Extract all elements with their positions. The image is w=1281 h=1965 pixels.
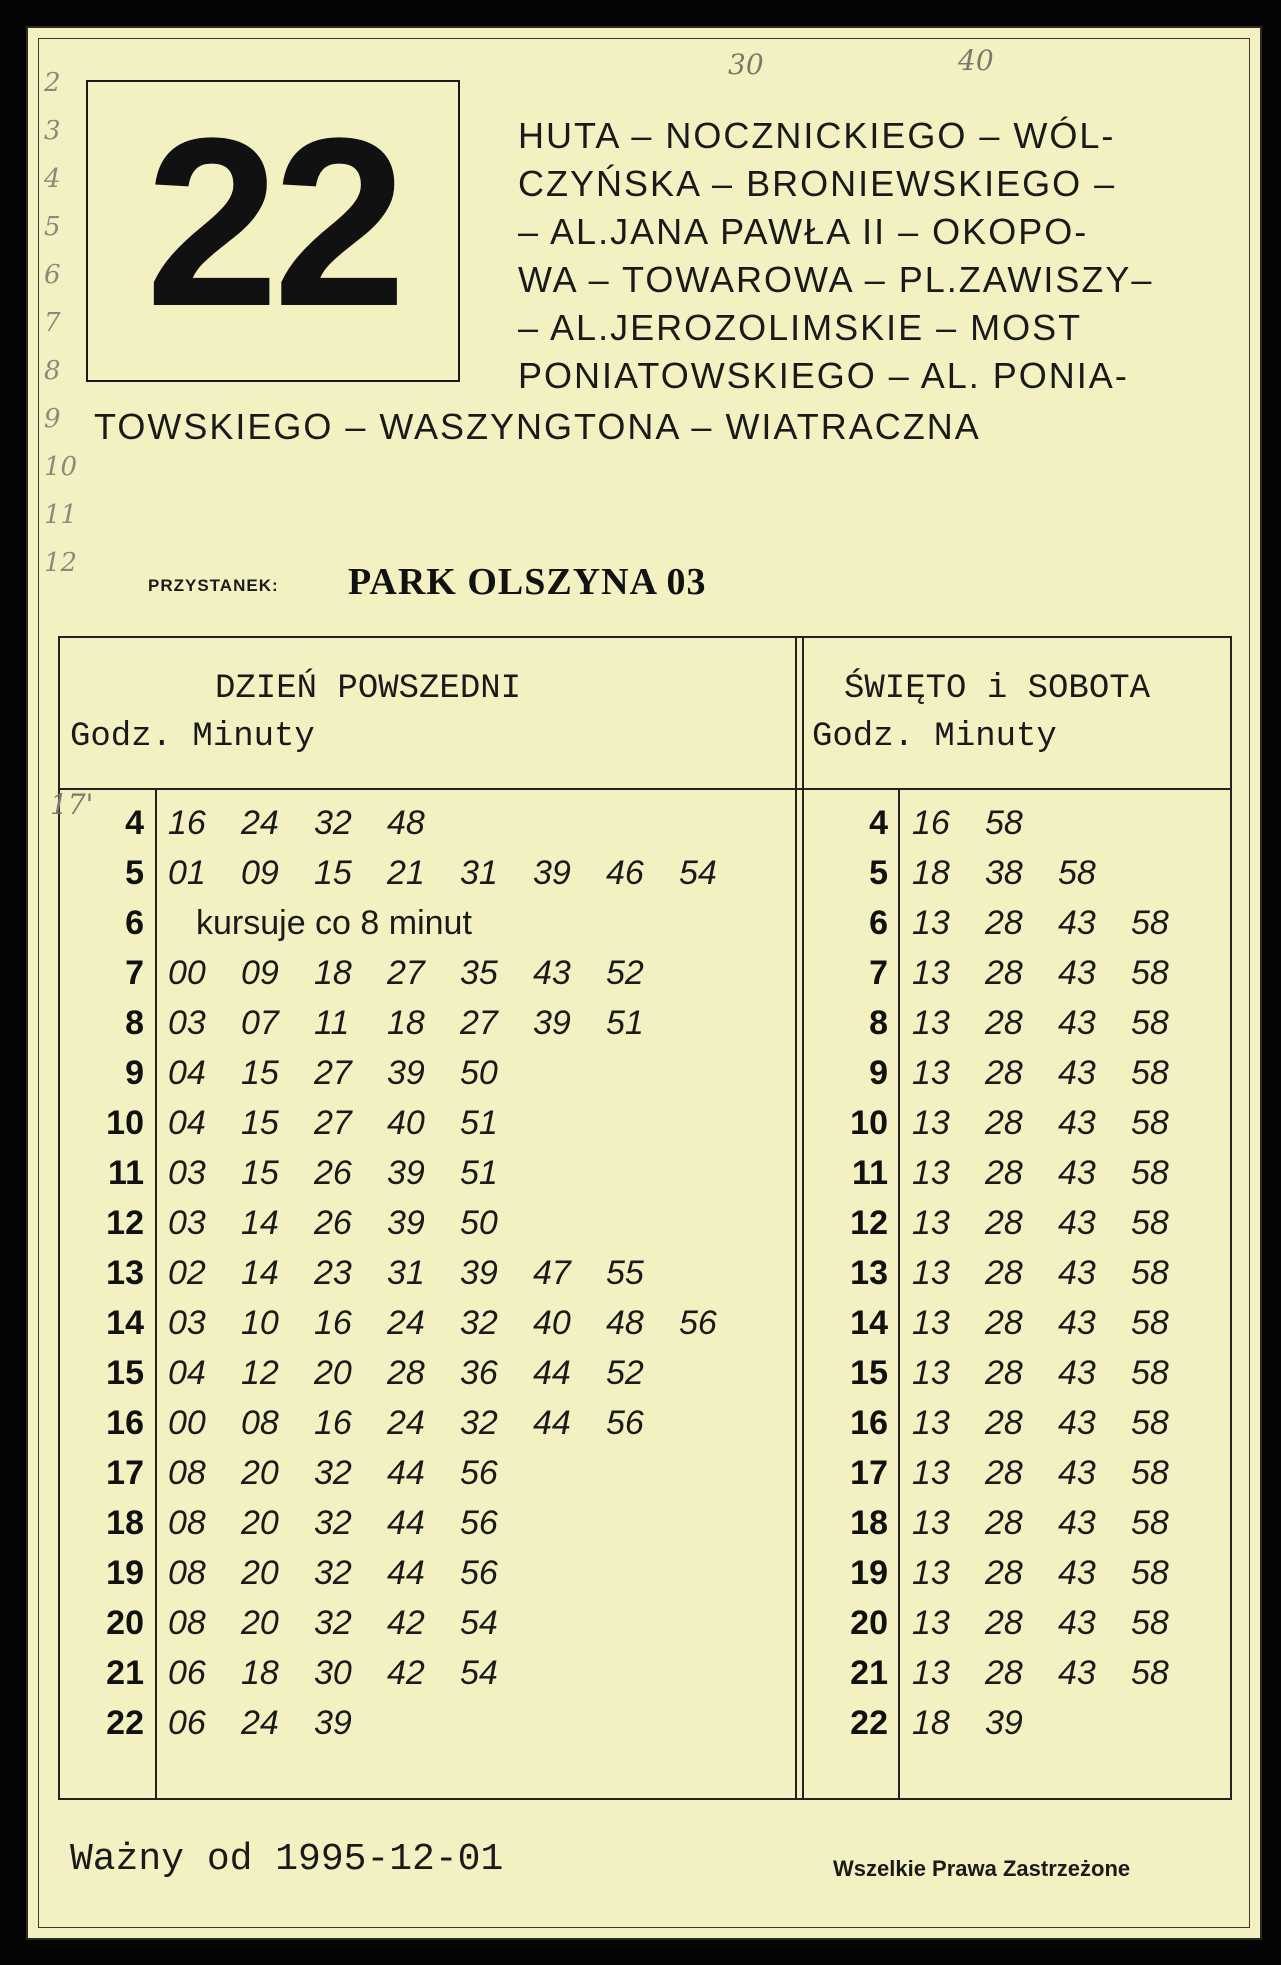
- table-row: [60, 998, 1230, 1048]
- minute-value: 47: [533, 1254, 571, 1292]
- minute-value: 58: [1131, 1204, 1169, 1242]
- minute-value: 31: [387, 1254, 425, 1292]
- table-row: [60, 1348, 1230, 1398]
- minutes-cell: [912, 1648, 1204, 1698]
- minute-value: 27: [460, 1004, 498, 1042]
- minute-value: 18: [241, 1654, 279, 1692]
- minute-value: 43: [1058, 904, 1096, 942]
- minute-value: 39: [387, 1204, 425, 1242]
- minute-value: 13: [912, 1004, 950, 1042]
- minute-value: 52: [606, 954, 644, 992]
- valid-from: Ważny od 1995-12-01: [70, 1838, 504, 1881]
- minute-value: 13: [912, 1104, 950, 1142]
- minute-value: 58: [1131, 1154, 1169, 1192]
- table-row: [60, 1698, 1230, 1748]
- minute-value: 11: [314, 1004, 350, 1042]
- minute-value: 43: [1058, 1154, 1096, 1192]
- minute-value: 28: [985, 1604, 1023, 1642]
- minute-value: 43: [1058, 1004, 1096, 1042]
- minutes-cell: [912, 848, 1131, 898]
- minute-value: 18: [387, 1004, 425, 1042]
- hour-cell: 9: [869, 1054, 888, 1092]
- pencil-mark-table: 17': [50, 788, 94, 821]
- minute-value: 30: [314, 1654, 352, 1692]
- table-row: [60, 1048, 1230, 1098]
- hour-cell: 16: [850, 1404, 888, 1442]
- minute-value: 13: [912, 1454, 950, 1492]
- minute-value: 15: [241, 1104, 279, 1142]
- minute-value: 09: [241, 954, 279, 992]
- minute-value: 58: [1131, 1354, 1169, 1392]
- minute-value: 43: [1058, 1604, 1096, 1642]
- minute-value: 40: [387, 1104, 425, 1142]
- minute-value: 13: [912, 1404, 950, 1442]
- table-row: [60, 1448, 1230, 1498]
- minute-value: 42: [387, 1654, 425, 1692]
- minute-value: 56: [679, 1304, 717, 1342]
- hour-cell: 15: [106, 1354, 144, 1392]
- minutes-cell: [912, 1548, 1204, 1598]
- hour-cell: 11: [108, 1154, 144, 1192]
- route-line: WA – TOWAROWA – PL.ZAWISZY–: [518, 259, 1154, 300]
- minute-value: 43: [1058, 1354, 1096, 1392]
- minute-value: 48: [387, 804, 425, 842]
- minute-value: 36: [460, 1354, 498, 1392]
- minute-value: 20: [241, 1454, 279, 1492]
- minute-value: 43: [1058, 1554, 1096, 1592]
- minute-value: 18: [912, 1704, 950, 1742]
- minute-value: 27: [314, 1104, 352, 1142]
- holiday-title: ŚWIĘTO i SOBOTA: [844, 670, 1151, 708]
- margin-pencil-number: 8: [44, 356, 61, 386]
- minute-value: 58: [1131, 1654, 1169, 1692]
- minute-value: 10: [241, 1304, 279, 1342]
- minute-value: 28: [985, 1654, 1023, 1692]
- hour-cell: 21: [106, 1654, 144, 1692]
- minute-value: 28: [985, 1304, 1023, 1342]
- minute-value: 03: [168, 1204, 206, 1242]
- minute-value: 32: [314, 804, 352, 842]
- margin-pencil-number: 3: [44, 116, 61, 146]
- hour-cell: 21: [850, 1654, 888, 1692]
- hour-cell: 6: [869, 904, 888, 942]
- table-row: [60, 1498, 1230, 1548]
- hour-cell: 8: [869, 1004, 888, 1042]
- minute-value: 35: [460, 954, 498, 992]
- minute-value: 23: [314, 1254, 352, 1292]
- minute-value: 50: [460, 1204, 498, 1242]
- minute-value: 58: [1131, 1604, 1169, 1642]
- table-row: [60, 1398, 1230, 1448]
- minute-value: 13: [912, 1304, 950, 1342]
- minute-value: 54: [460, 1654, 498, 1692]
- route-description: [518, 112, 1218, 400]
- minute-value: 39: [985, 1704, 1023, 1742]
- minutes-cell: [912, 1348, 1204, 1398]
- minute-value: 08: [168, 1554, 206, 1592]
- hour-cell: 5: [125, 854, 144, 892]
- minutes-cell: [912, 1598, 1204, 1648]
- minute-value: 08: [168, 1454, 206, 1492]
- minute-value: 13: [912, 1554, 950, 1592]
- holiday-header: Godz. Minuty: [812, 718, 1057, 756]
- minute-value: 32: [460, 1304, 498, 1342]
- minute-value: 56: [460, 1454, 498, 1492]
- margin-pencil-number: 11: [44, 500, 78, 530]
- minute-value: 58: [1131, 1504, 1169, 1542]
- hour-cell: 22: [850, 1704, 888, 1742]
- minute-value: 24: [241, 1704, 279, 1742]
- minute-value: 32: [460, 1404, 498, 1442]
- minute-value: 03: [168, 1154, 206, 1192]
- minute-value: 28: [985, 1354, 1023, 1392]
- minute-value: 44: [533, 1354, 571, 1392]
- minute-value: 44: [387, 1554, 425, 1592]
- minute-value: 15: [241, 1154, 279, 1192]
- table-row: [60, 1098, 1230, 1148]
- minute-value: 28: [985, 1454, 1023, 1492]
- minute-value: 26: [314, 1204, 352, 1242]
- route-line: – AL.JEROZOLIMSKIE – MOST: [518, 307, 1083, 348]
- minute-value: 16: [912, 804, 950, 842]
- minute-value: 28: [985, 1254, 1023, 1292]
- hour-cell: 5: [869, 854, 888, 892]
- minute-value: 28: [985, 1554, 1023, 1592]
- minute-value: 48: [606, 1304, 644, 1342]
- minutes-cell: [912, 948, 1204, 998]
- minute-value: 43: [1058, 1254, 1096, 1292]
- minute-value: 43: [1058, 1304, 1096, 1342]
- minute-value: 39: [387, 1154, 425, 1192]
- table-row: [60, 1248, 1230, 1298]
- margin-pencil-number: 12: [44, 548, 78, 578]
- minute-value: 43: [1058, 1504, 1096, 1542]
- hour-cell: 9: [125, 1054, 144, 1092]
- minute-value: 09: [241, 854, 279, 892]
- minute-value: 58: [1131, 954, 1169, 992]
- minute-value: 28: [985, 1154, 1023, 1192]
- minute-value: 58: [1131, 1304, 1169, 1342]
- hour-cell: 16: [106, 1404, 144, 1442]
- minute-value: 44: [533, 1404, 571, 1442]
- hour-cell: 19: [106, 1554, 144, 1592]
- minute-value: 08: [168, 1604, 206, 1642]
- minute-value: 13: [912, 1254, 950, 1292]
- minute-value: 12: [241, 1354, 279, 1392]
- hour-cell: 12: [106, 1204, 144, 1242]
- minute-value: 24: [387, 1404, 425, 1442]
- minute-value: 44: [387, 1504, 425, 1542]
- minute-value: 03: [168, 1304, 206, 1342]
- hour-cell: 20: [106, 1604, 144, 1642]
- minute-value: 03: [168, 1004, 206, 1042]
- minute-value: 13: [912, 1204, 950, 1242]
- rights-notice: Wszelkie Prawa Zastrzeżone: [833, 1856, 1131, 1881]
- minute-value: 06: [168, 1654, 206, 1692]
- minute-value: 43: [1058, 1404, 1096, 1442]
- hour-cell: 4: [125, 804, 144, 842]
- route-line: PONIATOWSKIEGO – AL. PONIA-: [518, 355, 1129, 396]
- minute-value: 39: [460, 1254, 498, 1292]
- minute-value: 56: [460, 1504, 498, 1542]
- stop-label: PRZYSTANEK:: [148, 576, 279, 595]
- minute-value: 13: [912, 1154, 950, 1192]
- minutes-cell: [912, 1298, 1204, 1348]
- minute-value: 28: [985, 1204, 1023, 1242]
- minute-value: 16: [314, 1404, 352, 1442]
- minute-value: 55: [606, 1254, 644, 1292]
- minute-value: 58: [1131, 1404, 1169, 1442]
- route-number-box: [86, 80, 460, 382]
- minute-value: 32: [314, 1554, 352, 1592]
- minute-value: 08: [241, 1404, 279, 1442]
- minute-value: 38: [985, 854, 1023, 892]
- route-line: HUTA – NOCZNICKIEGO – WÓL-: [518, 115, 1116, 156]
- table-row: [60, 1298, 1230, 1348]
- minutes-cell: [912, 1448, 1204, 1498]
- minute-value: 01: [168, 854, 206, 892]
- minute-value: 28: [985, 954, 1023, 992]
- minute-value: 13: [912, 1604, 950, 1642]
- minute-value: 15: [241, 1054, 279, 1092]
- minute-value: 39: [387, 1054, 425, 1092]
- minute-value: 20: [241, 1504, 279, 1542]
- hour-cell: 10: [850, 1104, 888, 1142]
- service-note: kursuje co 8 minut: [196, 904, 472, 942]
- minute-value: 43: [1058, 1054, 1096, 1092]
- minute-value: 58: [1131, 1104, 1169, 1142]
- minute-value: 40: [533, 1304, 571, 1342]
- minute-value: 13: [912, 1354, 950, 1392]
- minutes-cell: [912, 998, 1204, 1048]
- minute-value: 43: [1058, 954, 1096, 992]
- minute-value: 21: [387, 854, 425, 892]
- minute-value: 54: [679, 854, 717, 892]
- minute-value: 15: [314, 854, 352, 892]
- minute-value: 06: [168, 1704, 206, 1742]
- minutes-cell: [912, 1398, 1204, 1448]
- minute-value: 52: [606, 1354, 644, 1392]
- table-row: [60, 1598, 1230, 1648]
- hour-cell: 15: [850, 1354, 888, 1392]
- minute-value: 54: [460, 1604, 498, 1642]
- minutes-cell: [912, 1148, 1204, 1198]
- weekday-header: Godz. Minuty: [70, 718, 315, 756]
- minutes-cell: [912, 1048, 1204, 1098]
- minute-value: 08: [168, 1504, 206, 1542]
- minutes-cell: [912, 898, 1204, 948]
- minute-value: 50: [460, 1054, 498, 1092]
- margin-pencil-number: 9: [44, 404, 61, 434]
- hour-cell: 6: [125, 904, 144, 942]
- hour-cell: 8: [125, 1004, 144, 1042]
- header-separator: [60, 788, 1230, 790]
- timetable-table: [50, 636, 1232, 1800]
- minute-value: 43: [1058, 1654, 1096, 1692]
- minutes-cell: [912, 1698, 1058, 1748]
- minute-value: 13: [912, 904, 950, 942]
- minute-value: 26: [314, 1154, 352, 1192]
- minutes-cell: [912, 1498, 1204, 1548]
- minute-value: 43: [1058, 1454, 1096, 1492]
- hour-cell: 12: [850, 1204, 888, 1242]
- minute-value: 32: [314, 1504, 352, 1542]
- pencil-mark-40: 40: [958, 44, 994, 77]
- minute-value: 58: [1131, 1254, 1169, 1292]
- margin-pencil-number: 10: [44, 452, 78, 482]
- minute-value: 28: [387, 1354, 425, 1392]
- hour-cell: 18: [850, 1504, 888, 1542]
- minute-value: 07: [241, 1004, 279, 1042]
- margin-pencil-number: 2: [44, 68, 61, 98]
- minute-value: 18: [314, 954, 352, 992]
- minute-value: 43: [1058, 1104, 1096, 1142]
- minute-value: 00: [168, 954, 206, 992]
- hour-cell: 22: [106, 1704, 144, 1742]
- margin-pencil-number: 4: [44, 164, 61, 194]
- minute-value: 13: [912, 954, 950, 992]
- minute-value: 56: [606, 1404, 644, 1442]
- minute-value: 58: [1131, 1004, 1169, 1042]
- route-description-last-line: TOWSKIEGO – WASZYNGTONA – WIATRACZNA: [94, 406, 981, 447]
- route-number: 22: [145, 88, 401, 356]
- minute-value: 04: [168, 1104, 206, 1142]
- margin-pencil-number: 5: [44, 212, 61, 242]
- table-row: [60, 848, 1230, 898]
- minute-value: 00: [168, 1404, 206, 1442]
- route-line: CZYŃSKA – BRONIEWSKIEGO –: [518, 163, 1117, 204]
- minute-value: 32: [314, 1604, 352, 1642]
- minute-value: 20: [241, 1554, 279, 1592]
- minute-value: 24: [241, 804, 279, 842]
- hour-cell: 17: [850, 1454, 888, 1492]
- minute-value: 39: [533, 854, 571, 892]
- minute-value: 39: [314, 1704, 352, 1742]
- margin-pencil-number: 6: [44, 260, 61, 290]
- minute-value: 16: [314, 1304, 352, 1342]
- minute-value: 58: [1058, 854, 1096, 892]
- timetable-sheet: [26, 26, 1262, 1940]
- minute-value: 28: [985, 1054, 1023, 1092]
- minutes-cell: [912, 798, 1058, 848]
- pencil-mark-30: 30: [728, 48, 764, 81]
- minute-value: 04: [168, 1054, 206, 1092]
- table-row: [60, 1548, 1230, 1598]
- hour-cell: 11: [852, 1154, 888, 1192]
- minutes-cell: [912, 1098, 1204, 1148]
- minute-value: 58: [1131, 1054, 1169, 1092]
- hour-cell: 10: [106, 1104, 144, 1142]
- stop-name: PARK OLSZYNA 03: [348, 561, 707, 603]
- hour-cell: 14: [850, 1304, 888, 1342]
- minute-value: 27: [314, 1054, 352, 1092]
- minute-value: 58: [1131, 1554, 1169, 1592]
- margin-pencil-number: 7: [44, 308, 61, 338]
- minute-value: 14: [241, 1204, 279, 1242]
- minutes-cell: [912, 1248, 1204, 1298]
- minute-value: 39: [533, 1004, 571, 1042]
- hour-cell: 7: [125, 954, 144, 992]
- minute-value: 31: [460, 854, 498, 892]
- hour-cell: 14: [106, 1304, 144, 1342]
- minute-value: 02: [168, 1254, 206, 1292]
- minute-value: 20: [314, 1354, 352, 1392]
- minute-value: 27: [387, 954, 425, 992]
- table-row: [60, 1648, 1230, 1698]
- minute-value: 13: [912, 1054, 950, 1092]
- minute-value: 32: [314, 1454, 352, 1492]
- minute-value: 51: [460, 1104, 498, 1142]
- hour-cell: 7: [869, 954, 888, 992]
- minute-value: 58: [1131, 904, 1169, 942]
- minute-value: 43: [533, 954, 571, 992]
- route-line: – AL.JANA PAWŁA II – OKOPO-: [518, 211, 1089, 252]
- minute-value: 51: [460, 1154, 498, 1192]
- minute-value: 28: [985, 1404, 1023, 1442]
- minute-value: 56: [460, 1554, 498, 1592]
- table-row: [60, 898, 1230, 948]
- hour-cell: 20: [850, 1604, 888, 1642]
- hour-cell: 17: [106, 1454, 144, 1492]
- minute-value: 13: [912, 1504, 950, 1542]
- minute-value: 28: [985, 1504, 1023, 1542]
- minute-value: 44: [387, 1454, 425, 1492]
- minute-value: 43: [1058, 1204, 1096, 1242]
- hour-cell: 13: [106, 1254, 144, 1292]
- table-row: [60, 948, 1230, 998]
- minute-value: 46: [606, 854, 644, 892]
- weekday-title: DZIEŃ POWSZEDNI: [215, 670, 522, 708]
- minute-value: 18: [912, 854, 950, 892]
- minute-value: 13: [912, 1654, 950, 1692]
- hour-cell: 4: [869, 804, 888, 842]
- table-row: [60, 798, 1230, 848]
- minute-value: 24: [387, 1304, 425, 1342]
- table-row: [60, 1198, 1230, 1248]
- minute-value: 28: [985, 904, 1023, 942]
- minute-value: 28: [985, 1104, 1023, 1142]
- minute-value: 51: [606, 1004, 644, 1042]
- minute-value: 58: [985, 804, 1023, 842]
- hour-cell: 13: [850, 1254, 888, 1292]
- minute-value: 20: [241, 1604, 279, 1642]
- minute-value: 04: [168, 1354, 206, 1392]
- minute-value: 14: [241, 1254, 279, 1292]
- hour-cell: 18: [106, 1504, 144, 1542]
- minute-value: 28: [985, 1004, 1023, 1042]
- hour-cell: 19: [850, 1554, 888, 1592]
- table-row: [60, 1148, 1230, 1198]
- minute-value: 58: [1131, 1454, 1169, 1492]
- minute-value: 16: [168, 804, 206, 842]
- minutes-cell: [912, 1198, 1204, 1248]
- minute-value: 42: [387, 1604, 425, 1642]
